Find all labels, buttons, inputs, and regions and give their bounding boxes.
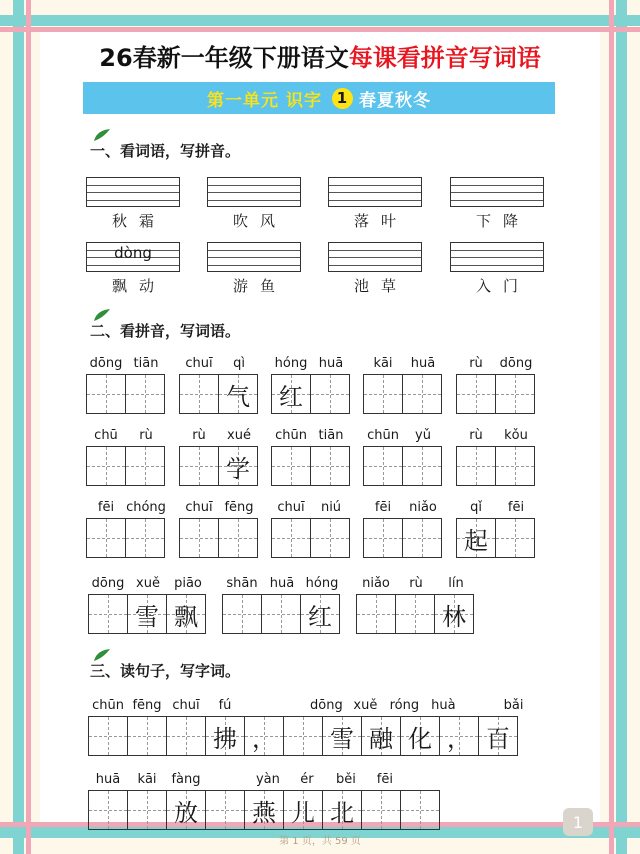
cell-char <box>126 447 164 485</box>
grid-cell[interactable] <box>88 716 128 756</box>
pinyin-label: huā <box>410 356 436 371</box>
pinyin-label: hóng <box>305 576 339 591</box>
grid-cell[interactable] <box>86 374 126 414</box>
pinyin-label: xuě <box>136 576 160 591</box>
word-grid <box>271 518 350 558</box>
prompt-word: 入门 <box>475 277 530 295</box>
cell-char <box>272 519 310 557</box>
pinyin-writing-box[interactable] <box>328 242 422 272</box>
border-pink-left <box>26 0 31 854</box>
pinyin-label: ér <box>300 772 314 787</box>
writing-line <box>451 257 543 258</box>
word-grid <box>363 518 442 558</box>
writing-line <box>87 265 179 266</box>
word-grid <box>86 446 165 486</box>
prompt-word: 秋霜 <box>111 212 166 230</box>
grid-cell[interactable] <box>402 518 442 558</box>
cell-char <box>401 791 439 829</box>
grid-cell[interactable] <box>402 374 442 414</box>
cell-char <box>357 595 395 633</box>
grid-cell[interactable] <box>88 594 128 634</box>
writing-line <box>87 192 179 193</box>
unit-label: 第一单元 识字 <box>207 90 322 111</box>
prompt-word: 落叶 <box>353 212 408 230</box>
prompt-word: 飘动 <box>111 277 166 295</box>
pinyin-label: chūn <box>92 698 124 713</box>
cell-char: 林 <box>442 602 466 631</box>
pinyin-answer: dòng <box>114 244 152 262</box>
pinyin-label: kǒu <box>504 428 528 443</box>
pinyin-writing-box[interactable] <box>207 242 301 272</box>
writing-line <box>208 250 300 251</box>
grid-cell[interactable] <box>395 594 435 634</box>
prompt-word: 游鱼 <box>232 277 287 295</box>
grid-cell[interactable] <box>244 716 284 756</box>
grid-cell[interactable] <box>125 374 165 414</box>
pinyin-label: huā <box>95 772 121 787</box>
grid-cell[interactable] <box>456 518 496 558</box>
grid-cell[interactable] <box>205 790 245 830</box>
grid-cell[interactable] <box>456 374 496 414</box>
cell-char: 气 <box>226 382 250 411</box>
cell-char <box>89 717 127 755</box>
lesson-number-badge: 1 <box>332 88 353 109</box>
writing-line <box>329 185 421 186</box>
border-teal-right <box>616 0 627 854</box>
writing-line <box>208 185 300 186</box>
grid-cell[interactable] <box>179 446 219 486</box>
pinyin-label: rù <box>469 428 483 443</box>
word-grid <box>179 446 258 486</box>
grid-cell[interactable] <box>356 594 396 634</box>
writing-line <box>87 200 179 201</box>
grid-cell[interactable] <box>271 374 311 414</box>
word-grid <box>86 518 165 558</box>
phrase-grid <box>222 594 340 634</box>
writing-line <box>451 250 543 251</box>
cell-char: 雪 <box>330 724 354 753</box>
grid-cell[interactable] <box>166 594 206 634</box>
writing-line <box>329 257 421 258</box>
grid-cell[interactable] <box>456 446 496 486</box>
pinyin-label: lín <box>448 576 464 591</box>
grid-cell[interactable] <box>127 716 167 756</box>
grid-cell[interactable] <box>402 446 442 486</box>
pinyin-label: xué <box>227 428 251 443</box>
grid-cell[interactable] <box>218 518 258 558</box>
writing-line <box>208 200 300 201</box>
grid-cell[interactable] <box>300 594 340 634</box>
grid-cell[interactable] <box>322 790 362 830</box>
cell-char: 融 <box>369 724 393 753</box>
pinyin-label: xuě <box>353 698 378 713</box>
pinyin-label: chū <box>94 428 118 443</box>
cell-char <box>403 375 441 413</box>
cell-char <box>311 519 349 557</box>
cell-char: 红 <box>308 602 332 631</box>
pinyin-label: qǐ <box>470 500 482 515</box>
writing-line <box>451 185 543 186</box>
writing-line <box>208 192 300 193</box>
writing-line <box>329 200 421 201</box>
word-grid <box>86 374 165 414</box>
prompt-word: 吹风 <box>232 212 287 230</box>
pinyin-label: chuī <box>277 500 305 515</box>
grid-cell[interactable] <box>434 594 474 634</box>
pinyin-label: niú <box>320 500 342 515</box>
cell-char: 雪 <box>135 602 159 631</box>
cell-char <box>272 447 310 485</box>
cell-char <box>496 447 534 485</box>
cell-char: 起 <box>464 526 488 555</box>
cell-char <box>364 447 402 485</box>
pinyin-label: huā <box>269 576 295 591</box>
grid-cell[interactable] <box>363 518 403 558</box>
cell-char <box>128 717 166 755</box>
grid-cell[interactable] <box>439 716 479 756</box>
pinyin-label: kāi <box>137 772 157 787</box>
grid-cell[interactable] <box>283 790 323 830</box>
page-title <box>40 38 600 73</box>
cell-char <box>364 375 402 413</box>
cell-char <box>180 519 218 557</box>
pinyin-label: qì <box>233 356 245 371</box>
grid-cell[interactable] <box>125 446 165 486</box>
unit-band <box>83 82 555 114</box>
word-grid <box>456 446 535 486</box>
grid-cell[interactable] <box>495 518 535 558</box>
pinyin-label: yàn <box>255 772 280 787</box>
phrase-grid <box>88 594 206 634</box>
pinyin-writing-box[interactable] <box>86 242 180 272</box>
grid-cell[interactable] <box>86 518 126 558</box>
phrase-grid <box>356 594 474 634</box>
grid-cell[interactable] <box>495 374 535 414</box>
pinyin-label: dōng <box>89 356 123 371</box>
word-grid <box>456 374 535 414</box>
pinyin-label: fēng <box>132 698 162 713</box>
cell-char <box>89 791 127 829</box>
cell-char <box>311 447 349 485</box>
writing-line <box>329 250 421 251</box>
grid-cell[interactable] <box>400 790 440 830</box>
pinyin-label: chūn <box>367 428 399 443</box>
cell-char <box>364 519 402 557</box>
prompt-word: 池草 <box>353 277 408 295</box>
cell-char: 北 <box>330 798 354 827</box>
writing-line <box>87 185 179 186</box>
sentence-grid <box>88 716 518 756</box>
cell-char <box>87 375 125 413</box>
section3-title: 三、读句子，写字词。 <box>90 662 241 680</box>
pinyin-label: tiān <box>133 356 159 371</box>
cell-char: 儿 <box>291 798 315 827</box>
pinyin-writing-box[interactable] <box>207 177 301 207</box>
pinyin-writing-box[interactable] <box>450 242 544 272</box>
cell-char <box>180 447 218 485</box>
pinyin-label: róng <box>389 698 420 713</box>
grid-cell[interactable] <box>271 446 311 486</box>
cell-char: 放 <box>174 798 198 827</box>
grid-cell[interactable] <box>179 374 219 414</box>
grid-cell[interactable] <box>86 446 126 486</box>
pinyin-label: shān <box>226 576 258 591</box>
pinyin-label: fàng <box>171 772 201 787</box>
grid-cell[interactable] <box>222 594 262 634</box>
pinyin-label: chuī <box>185 500 213 515</box>
word-grid <box>363 374 442 414</box>
prompt-word: 下降 <box>475 212 530 230</box>
writing-line <box>451 192 543 193</box>
pinyin-writing-box[interactable] <box>450 177 544 207</box>
writing-line <box>451 200 543 201</box>
grid-cell[interactable] <box>363 374 403 414</box>
cell-char <box>219 519 257 557</box>
cell-char <box>496 519 534 557</box>
pinyin-label: piāo <box>174 576 202 591</box>
grid-cell[interactable] <box>125 518 165 558</box>
pinyin-label: rù <box>192 428 206 443</box>
grid-cell[interactable] <box>244 790 284 830</box>
writing-line <box>208 257 300 258</box>
grid-cell[interactable] <box>218 374 258 414</box>
page-footer: 第 1 页，共 59 页 <box>279 836 361 847</box>
cell-char <box>311 375 349 413</box>
pinyin-label: chóng <box>126 500 166 515</box>
cell-char <box>396 595 434 633</box>
pinyin-label: yǔ <box>415 428 431 443</box>
pinyin-label: chuī <box>172 698 200 713</box>
grid-cell[interactable] <box>495 446 535 486</box>
pinyin-label: huā <box>318 356 344 371</box>
grid-cell[interactable] <box>179 518 219 558</box>
pinyin-label: běi <box>335 772 356 787</box>
border-pink-right <box>609 0 614 854</box>
cell-char <box>457 375 495 413</box>
word-grid <box>179 518 258 558</box>
lesson-title: 春夏秋冬 <box>358 90 431 111</box>
grid-cell[interactable] <box>310 518 350 558</box>
pinyin-label: fēi <box>376 772 393 787</box>
cell-char <box>167 717 205 755</box>
title-part2: 每课看拼音写词语 <box>348 44 541 72</box>
writing-line <box>451 265 543 266</box>
pinyin-label: rù <box>139 428 153 443</box>
word-grid <box>179 374 258 414</box>
cell-char <box>284 717 322 755</box>
cell-char: 化 <box>408 724 432 753</box>
writing-line <box>329 265 421 266</box>
cell-char: ， <box>252 724 276 753</box>
grid-cell[interactable] <box>127 594 167 634</box>
word-grid <box>271 374 350 414</box>
grid-cell[interactable] <box>166 790 206 830</box>
grid-cell[interactable] <box>361 716 401 756</box>
pinyin-label: dōng <box>310 698 343 713</box>
section2-title: 二、看拼音，写词语。 <box>90 322 241 340</box>
title-part1: 26春新一年级下册语文 <box>99 44 349 72</box>
cell-char: 拂 <box>213 724 237 753</box>
pinyin-label: dōng <box>499 356 533 371</box>
pinyin-label: fēi <box>507 500 525 515</box>
grid-cell[interactable] <box>322 716 362 756</box>
pinyin-writing-box[interactable] <box>86 177 180 207</box>
pinyin-label: bǎi <box>503 698 524 713</box>
pinyin-label: niǎo <box>362 576 390 591</box>
pinyin-label: rù <box>409 576 423 591</box>
page-counter-badge: 1 <box>563 808 593 836</box>
word-grid <box>456 518 535 558</box>
grid-cell[interactable] <box>310 446 350 486</box>
pinyin-label: huà <box>431 698 456 713</box>
cell-char: 学 <box>226 454 250 483</box>
cell-char <box>457 447 495 485</box>
pinyin-label: chuī <box>185 356 213 371</box>
cell-char <box>87 519 125 557</box>
grid-cell[interactable] <box>400 716 440 756</box>
grid-cell[interactable] <box>261 594 301 634</box>
border-teal-left <box>13 0 24 854</box>
pinyin-writing-box[interactable] <box>328 177 422 207</box>
sentence-grid <box>88 790 440 830</box>
grid-cell[interactable] <box>283 716 323 756</box>
cell-char <box>362 791 400 829</box>
pinyin-label: niǎo <box>409 500 437 515</box>
cell-char: 燕 <box>252 798 276 827</box>
cell-char <box>223 595 261 633</box>
grid-cell[interactable] <box>361 790 401 830</box>
pinyin-label: dōng <box>91 576 125 591</box>
worksheet-page <box>40 32 600 847</box>
grid-cell[interactable] <box>88 790 128 830</box>
cell-char <box>126 519 164 557</box>
cell-char <box>262 595 300 633</box>
cell-char <box>128 791 166 829</box>
cell-char: 百 <box>486 724 510 753</box>
cell-char <box>403 447 441 485</box>
cell-char: ， <box>447 724 471 753</box>
grid-cell[interactable] <box>205 716 245 756</box>
pinyin-label: tiān <box>318 428 344 443</box>
pinyin-label: fēi <box>97 500 115 515</box>
grid-cell[interactable] <box>310 374 350 414</box>
pinyin-label: fú <box>218 698 232 713</box>
grid-cell[interactable] <box>218 446 258 486</box>
cell-char <box>126 375 164 413</box>
cell-char: 红 <box>279 382 303 411</box>
pinyin-label: fēng <box>224 500 254 515</box>
cell-char <box>403 519 441 557</box>
cell-char <box>87 447 125 485</box>
word-grid <box>271 446 350 486</box>
pinyin-label: hóng <box>274 356 308 371</box>
grid-cell[interactable] <box>478 716 518 756</box>
pinyin-label: fēi <box>374 500 392 515</box>
section1-title: 一、看词语，写拼音。 <box>90 142 241 160</box>
cell-char <box>180 375 218 413</box>
cell-char: 飘 <box>174 602 198 631</box>
pinyin-label: kāi <box>373 356 393 371</box>
cell-char <box>206 791 244 829</box>
writing-line <box>329 192 421 193</box>
cell-char <box>496 375 534 413</box>
grid-cell[interactable] <box>127 790 167 830</box>
grid-cell[interactable] <box>166 716 206 756</box>
cell-char <box>89 595 127 633</box>
pinyin-label: chūn <box>275 428 307 443</box>
pinyin-label: rù <box>469 356 483 371</box>
word-grid <box>363 446 442 486</box>
grid-cell[interactable] <box>271 518 311 558</box>
writing-line <box>208 265 300 266</box>
border-teal-top <box>0 15 640 26</box>
grid-cell[interactable] <box>363 446 403 486</box>
